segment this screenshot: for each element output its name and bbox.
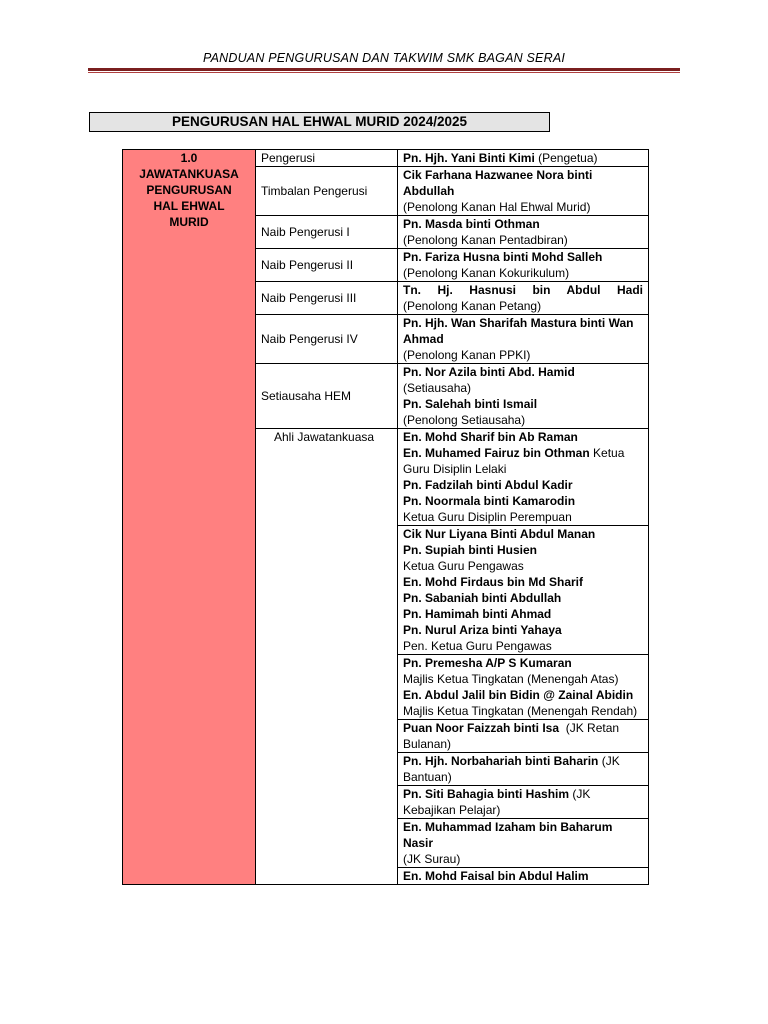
member-cell (398, 429, 649, 526)
member-name: Pn. Fadzilah binti Abdul Kadir (403, 478, 573, 492)
section-name: JAWATANKUASA PENGURUSAN HAL EHWAL MURID (139, 167, 239, 229)
member-name: Pn. Supiah binti Husien (403, 543, 538, 557)
member-role-description: Majlis Ketua Tingkatan (Menengah Rendah) (403, 704, 638, 718)
member-role-description: (Penolong Kanan Kokurikulum) (403, 266, 570, 280)
member-entry (403, 655, 643, 687)
member-name: Pn. Siti Bahagia binti Hashim (403, 787, 570, 801)
section-number: 1.0 (180, 151, 198, 165)
member-name: Pn. Hamimah binti Ahmad (403, 607, 552, 621)
member-entry (403, 819, 643, 867)
member-name: En. Abdul Jalil bin Bidin @ Zainal Abidin (403, 688, 634, 702)
member-entry (403, 526, 643, 542)
member-cell (398, 655, 649, 720)
member-name: Pn. Noormala binti Kamarodin (403, 494, 576, 508)
member-name: En. Mohd Faisal bin Abdul Halim (403, 869, 589, 883)
member-name: Cik Farhana Hazwanee Nora binti Abdullah (403, 168, 593, 198)
member-entry (403, 590, 643, 606)
member-name: En. Mohd Firdaus bin Md Sharif (403, 575, 583, 589)
member-name: Puan Noor Faizzah binti Isa (403, 721, 560, 735)
member-role-description: (Penolong Kanan PPKI) (403, 348, 531, 362)
member-role-description: Ketua Guru Pengawas (403, 559, 524, 573)
member-role-description: (Penolong Kanan Pentadbiran) (403, 233, 568, 247)
member-role-description: (JK Surau) (403, 852, 461, 866)
member-entry (403, 477, 643, 493)
member-name: En. Muhamed Fairuz bin Othman (403, 446, 590, 460)
member-name: Tn. Hj. Hasnusi bin Abdul Hadi (403, 283, 643, 297)
member-name: Pn. Salehah binti Ismail (403, 397, 538, 411)
member-cell (398, 526, 649, 655)
page-title: PENGURUSAN HAL EHWAL MURID 2024/2025 (89, 112, 550, 132)
member-entry (403, 542, 643, 574)
member-role-description: (Penolong Kanan Hal Ehwal Murid) (403, 200, 591, 214)
member-cell (398, 167, 649, 216)
member-cell (398, 868, 649, 885)
member-role-description: Ketua Guru Disiplin Lelaki (403, 446, 628, 476)
member-name: Cik Nur Liyana Binti Abdul Manan (403, 527, 596, 541)
member-entry (403, 606, 643, 622)
member-entry (403, 282, 643, 314)
member-cell (398, 819, 649, 868)
member-entry (403, 315, 643, 363)
section-heading (123, 150, 256, 885)
member-role-description: Pen. Ketua Guru Pengawas (403, 639, 552, 653)
member-entry (403, 364, 643, 396)
member-entry (403, 687, 643, 719)
member-cell (398, 786, 649, 819)
member-role-description: Ketua Guru Disiplin Perempuan (403, 510, 572, 524)
member-name: Pn. Premesha A/P S Kumaran (403, 656, 572, 670)
member-role-description: (JK Bantuan) (403, 754, 624, 784)
member-cell (398, 249, 649, 282)
member-cell (398, 282, 649, 315)
member-name: Pn. Fariza Husna binti Mohd Salleh (403, 250, 603, 264)
member-entry (403, 150, 643, 166)
member-entry (403, 167, 643, 215)
member-name: Pn. Hjh. Norbahariah binti Baharin (403, 754, 599, 768)
member-name: Pn. Nurul Ariza binti Yahaya (403, 623, 562, 637)
role-label: Naib Pengerusi III (256, 282, 398, 315)
role-label: Pengerusi (256, 150, 398, 167)
member-role-description: (Setiausaha) (403, 381, 472, 395)
member-role-description: Majlis Ketua Tingkatan (Menengah Atas) (403, 672, 619, 686)
committee-row (123, 150, 649, 167)
member-cell (398, 753, 649, 786)
member-role-description: (Penolong Kanan Petang) (403, 299, 542, 313)
document-header: PANDUAN PENGURUSAN DAN TAKWIM SMK BAGAN SERAI (202, 51, 566, 65)
member-entry (403, 493, 643, 525)
member-entry (403, 249, 643, 281)
member-role-description: (JK Kebajikan Pelajar) (403, 787, 594, 817)
member-role-description: (JK Retan Bulanan) (403, 721, 623, 751)
member-entry (403, 429, 643, 445)
member-name: Pn. Sabaniah binti Abdullah (403, 591, 562, 605)
member-name: Pn. Masda binti Othman (403, 217, 540, 231)
member-name: Pn. Nor Azila binti Abd. Hamid (403, 365, 575, 379)
role-label: Naib Pengerusi IV (256, 315, 398, 364)
member-cell (398, 720, 649, 753)
header-rule (88, 68, 680, 71)
member-role-description: (Penolong Setiausaha) (403, 413, 526, 427)
member-cell (398, 216, 649, 249)
member-entry (403, 753, 643, 785)
member-cell (398, 315, 649, 364)
member-cell (398, 364, 649, 429)
member-entry (403, 786, 643, 818)
committee-table (122, 149, 649, 885)
member-name: Pn. Hjh. Yani Binti Kimi (403, 151, 535, 165)
member-role-description: (Pengetua) (534, 151, 598, 165)
role-label: Naib Pengerusi I (256, 216, 398, 249)
member-entry (403, 622, 643, 654)
member-entry (403, 574, 643, 590)
role-label: Timbalan Pengerusi (256, 167, 398, 216)
member-entry (403, 445, 643, 477)
role-label: Naib Pengerusi II (256, 249, 398, 282)
header-rule-thin (88, 72, 680, 73)
role-label: Setiausaha HEM (256, 364, 398, 429)
member-name: En. Mohd Sharif bin Ab Raman (403, 430, 578, 444)
member-entry (403, 216, 643, 248)
member-entry (403, 396, 643, 428)
member-entry (403, 720, 643, 752)
role-label: Ahli Jawatankuasa (256, 429, 398, 885)
member-entry (403, 868, 643, 884)
member-name: Pn. Hjh. Wan Sharifah Mastura binti Wan Ahmad (403, 316, 634, 346)
member-cell (398, 150, 649, 167)
member-name: En. Muhammad Izaham bin Baharum Nasir (403, 820, 613, 850)
